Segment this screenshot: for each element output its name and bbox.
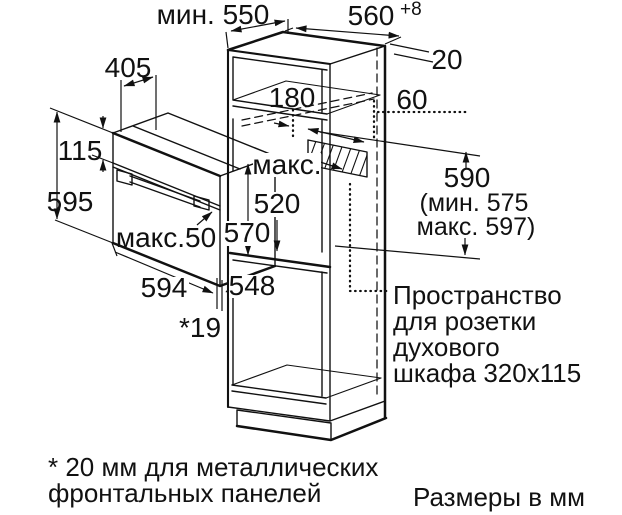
socket-note-line3: духового [393,332,500,362]
dim-control-panel-height-label: 115 [57,135,103,166]
units-note: Размеры в мм [413,482,586,512]
dim-niche-height-max-label: макс. 597) [416,213,536,241]
dim-oven-height-label: 595 [46,186,94,217]
dim-niche-width-label: 560 [347,0,395,31]
dim-oven-body-height-label: 570 [223,217,271,248]
dim-niche-width-tolerance-label: +8 [400,0,422,20]
socket-space-note [393,280,581,388]
socket-note-line1: Пространство [393,280,562,310]
dim-niche-max-depth-value: 520 [253,188,301,219]
footnote-line1: * 20 мм для металлических [48,452,379,482]
footnote [48,452,378,508]
oven-door-handle [117,170,209,210]
dim-oven-width-label: 594 [140,272,188,303]
footnote-line2: фронтальных панелей [48,478,322,508]
dim-niche-max-depth-word: макс. [252,149,322,180]
cabinet-plinth [237,410,386,440]
dim-oven-top-depth-label: 405 [104,52,152,83]
dim-niche-height-label: 590 [443,162,491,193]
dim-oven-depth-label: 548 [228,270,276,301]
dim-top-clearance-label: 20 [431,44,463,75]
socket-note-line4: шкафа 320x115 [393,358,582,388]
socket-note-line2: для розетки [393,306,537,336]
dim-rear-clearance-label: 60 [396,84,428,115]
dim-niche-height-min-label: (мин. 575 [419,189,529,217]
dim-upper-shelf-height-label: 180 [268,82,316,113]
oven-front-face [113,133,220,286]
dim-cabinet-min-depth-label: мин. 550 [156,0,270,30]
oven [113,113,275,286]
dim-handle-max-depth-label: макс.50 [115,222,217,253]
dim-bottom-gap-label: *19 [178,312,222,343]
